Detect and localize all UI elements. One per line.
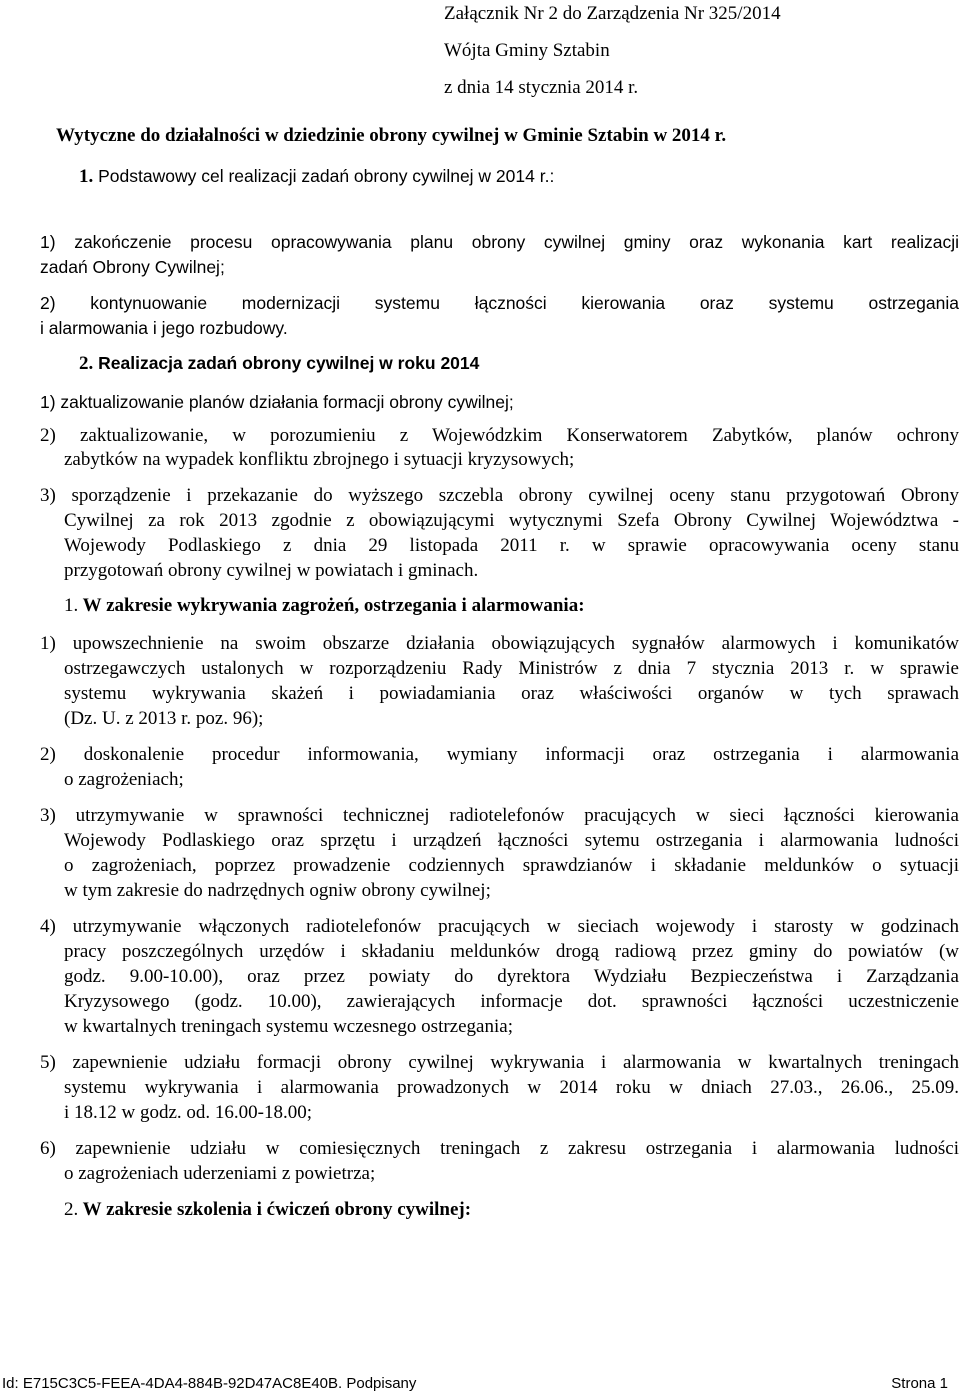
subsection-2-heading: [64, 1198, 471, 1222]
subsection-1-item-2-line-2: o zagrożeniach;: [64, 769, 184, 790]
section-1-item-2-line-1: 2) kontynuowanie modernizacji systemu łączności kierowania oraz systemu ostrzegania: [40, 293, 959, 313]
section-1-title: Podstawowy cel realizacji zadań obrony cywilnej w 2014 r.:: [93, 166, 555, 186]
subsection-1-item-5-line-1: 5) zapewnienie udziału formacji obrony cywilnej wykrywania i alarmowania w kwartalnych treningach: [40, 1052, 959, 1073]
subsection-1-item-4-line-1: 4) utrzymywanie włączonych radiotelefonów pracujących w sieciach wojewody i starosty w godzinach: [40, 916, 959, 937]
subsection-1-heading: [64, 594, 585, 618]
section-2-item-1: 1) zaktualizowanie planów działania formacji obrony cywilnej;: [40, 392, 514, 412]
subsection-1-item-1-line-2: ostrzegawczych ustalonych w rozporządzeniu Rady Ministrów z dnia 7 stycznia 2013 r. w sprawie: [64, 658, 959, 679]
subsection-1-item-3-line-3: o zagrożeniach, poprzez prowadzenie codziennych sprawdzianów i składanie meldunków o sytuacji: [64, 855, 959, 876]
section-2-item-3-line-3: Wojewody Podlaskiego z dnia 29 listopada 2011 r. w sprawie opracowywania oceny stanu: [64, 535, 959, 556]
attachment-issuer: Wójta Gminy Sztabin: [444, 40, 610, 61]
subsection-1-item-3-line-1: 3) utrzymywanie w sprawności technicznej radiotelefonów pracujących w sieci łączności kierowania: [40, 805, 959, 826]
subsection-1-item-5-line-2: systemu wykrywania i alarmowania prowadzonych w 2014 roku w dniach 27.03., 26.06., 25.09.: [64, 1077, 959, 1098]
subsection-1-title: W zakresie wykrywania zagrożeń, ostrzegania i alarmowania:: [78, 595, 585, 616]
document-id-footer: Id: E715C3C5-FEEA-4DA4-884B-92D47AC8E40B. Podpisany: [2, 1375, 417, 1392]
section-2-item-3-line-2: Cywilnej za rok 2013 zgodnie z obowiązującymi wytycznymi Szefa Obrony Cywilnej Województwa -: [64, 510, 959, 531]
section-2-item-2-line-1: 2) zaktualizowanie, w porozumieniu z Wojewódzkim Konserwatorem Zabytków, planów ochrony: [40, 425, 959, 446]
subsection-1-item-4-line-5: w kwartalnych treningach systemu wczesnego ostrzegania;: [64, 1016, 513, 1037]
section-1-item-1-line-1: 1) zakończenie procesu opracowywania planu obrony cywilnej gminy oraz wykonania kart realizacji: [40, 232, 959, 252]
document-title: Wytyczne do działalności w dziedzinie obrony cywilnej w Gminie Sztabin w 2014 r.: [56, 125, 727, 146]
section-1-item-2-line-2: i alarmowania i jego rozbudowy.: [40, 318, 288, 338]
section-2-item-3-line-4: przygotowań obrony cywilnej w powiatach i gminach.: [64, 560, 479, 581]
subsection-1-item-3-line-2: Wojewody Podlaskiego oraz sprzętu i urządzeń łączności sytemu ostrzegania i alarmowania ludności: [64, 830, 959, 851]
page-number: Strona 1: [891, 1375, 948, 1392]
section-2-number: 2.: [79, 353, 94, 374]
subsection-1-item-4-line-3: godz. 9.00-10.00), oraz przez powiaty do dyrektora Wydziału Bezpieczeństwa i Zarządzania: [64, 966, 959, 987]
subsection-1-item-4-line-4: Kryzysowego (godz. 10.00), zawierających informacje dot. sprawności łączności uczestniczenie: [64, 991, 959, 1012]
section-2-item-3-line-1: 3) sporządzenie i przekazanie do wyższego szczebla obrony cywilnej oceny stanu przygotowań Obrony: [40, 485, 959, 506]
section-1-heading: [79, 164, 554, 189]
subsection-1-item-1-line-3: systemu wykrywania skażeń i powiadamiania oraz właściwości organów w tych sprawach: [64, 683, 959, 704]
attachment-date: z dnia 14 stycznia 2014 r.: [444, 77, 639, 98]
subsection-1-item-6-line-1: 6) zapewnienie udziału w comiesięcznych treningach z zakresu ostrzegania i alarmowania ludności: [40, 1138, 959, 1159]
subsection-1-item-5-line-3: i 18.12 w godz. od. 16.00-18.00;: [64, 1102, 313, 1123]
attachment-title: Załącznik Nr 2 do Zarządzenia Nr 325/2014: [444, 3, 781, 24]
section-2-item-2-line-2: zabytków na wypadek konfliktu zbrojnego i sytuacji kryzysowych;: [64, 449, 575, 470]
subsection-1-item-2-line-1: 2) doskonalenie procedur informowania, wymiany informacji oraz ostrzegania i alarmowania: [40, 744, 959, 765]
section-2-heading: [79, 351, 479, 376]
subsection-1-item-1-line-4: (Dz. U. z 2013 r. poz. 96);: [64, 708, 264, 729]
subsection-1-number: 1.: [64, 595, 79, 616]
section-2-title: Realizacja zadań obrony cywilnej w roku 2014: [93, 353, 480, 373]
subsection-2-title: W zakresie szkolenia i ćwiczeń obrony cywilnej:: [78, 1199, 472, 1220]
section-1-number: 1.: [79, 166, 94, 187]
subsection-1-item-4-line-2: pracy poszczególnych urzędów i składaniu meldunków drogą radiową przez gminy do powiatów (w: [64, 941, 959, 962]
subsection-2-number: 2.: [64, 1199, 79, 1220]
subsection-1-item-6-line-2: o zagrożeniach uderzeniami z powietrza;: [64, 1163, 376, 1184]
subsection-1-item-3-line-4: w tym zakresie do nadrzędnych ogniw obrony cywilnej;: [64, 880, 491, 901]
subsection-1-item-1-line-1: 1) upowszechnienie na swoim obszarze działania obowiązujących sygnałów alarmowych i komunikatów: [40, 633, 959, 654]
section-1-item-1-line-2: zadań Obrony Cywilnej;: [40, 257, 225, 277]
